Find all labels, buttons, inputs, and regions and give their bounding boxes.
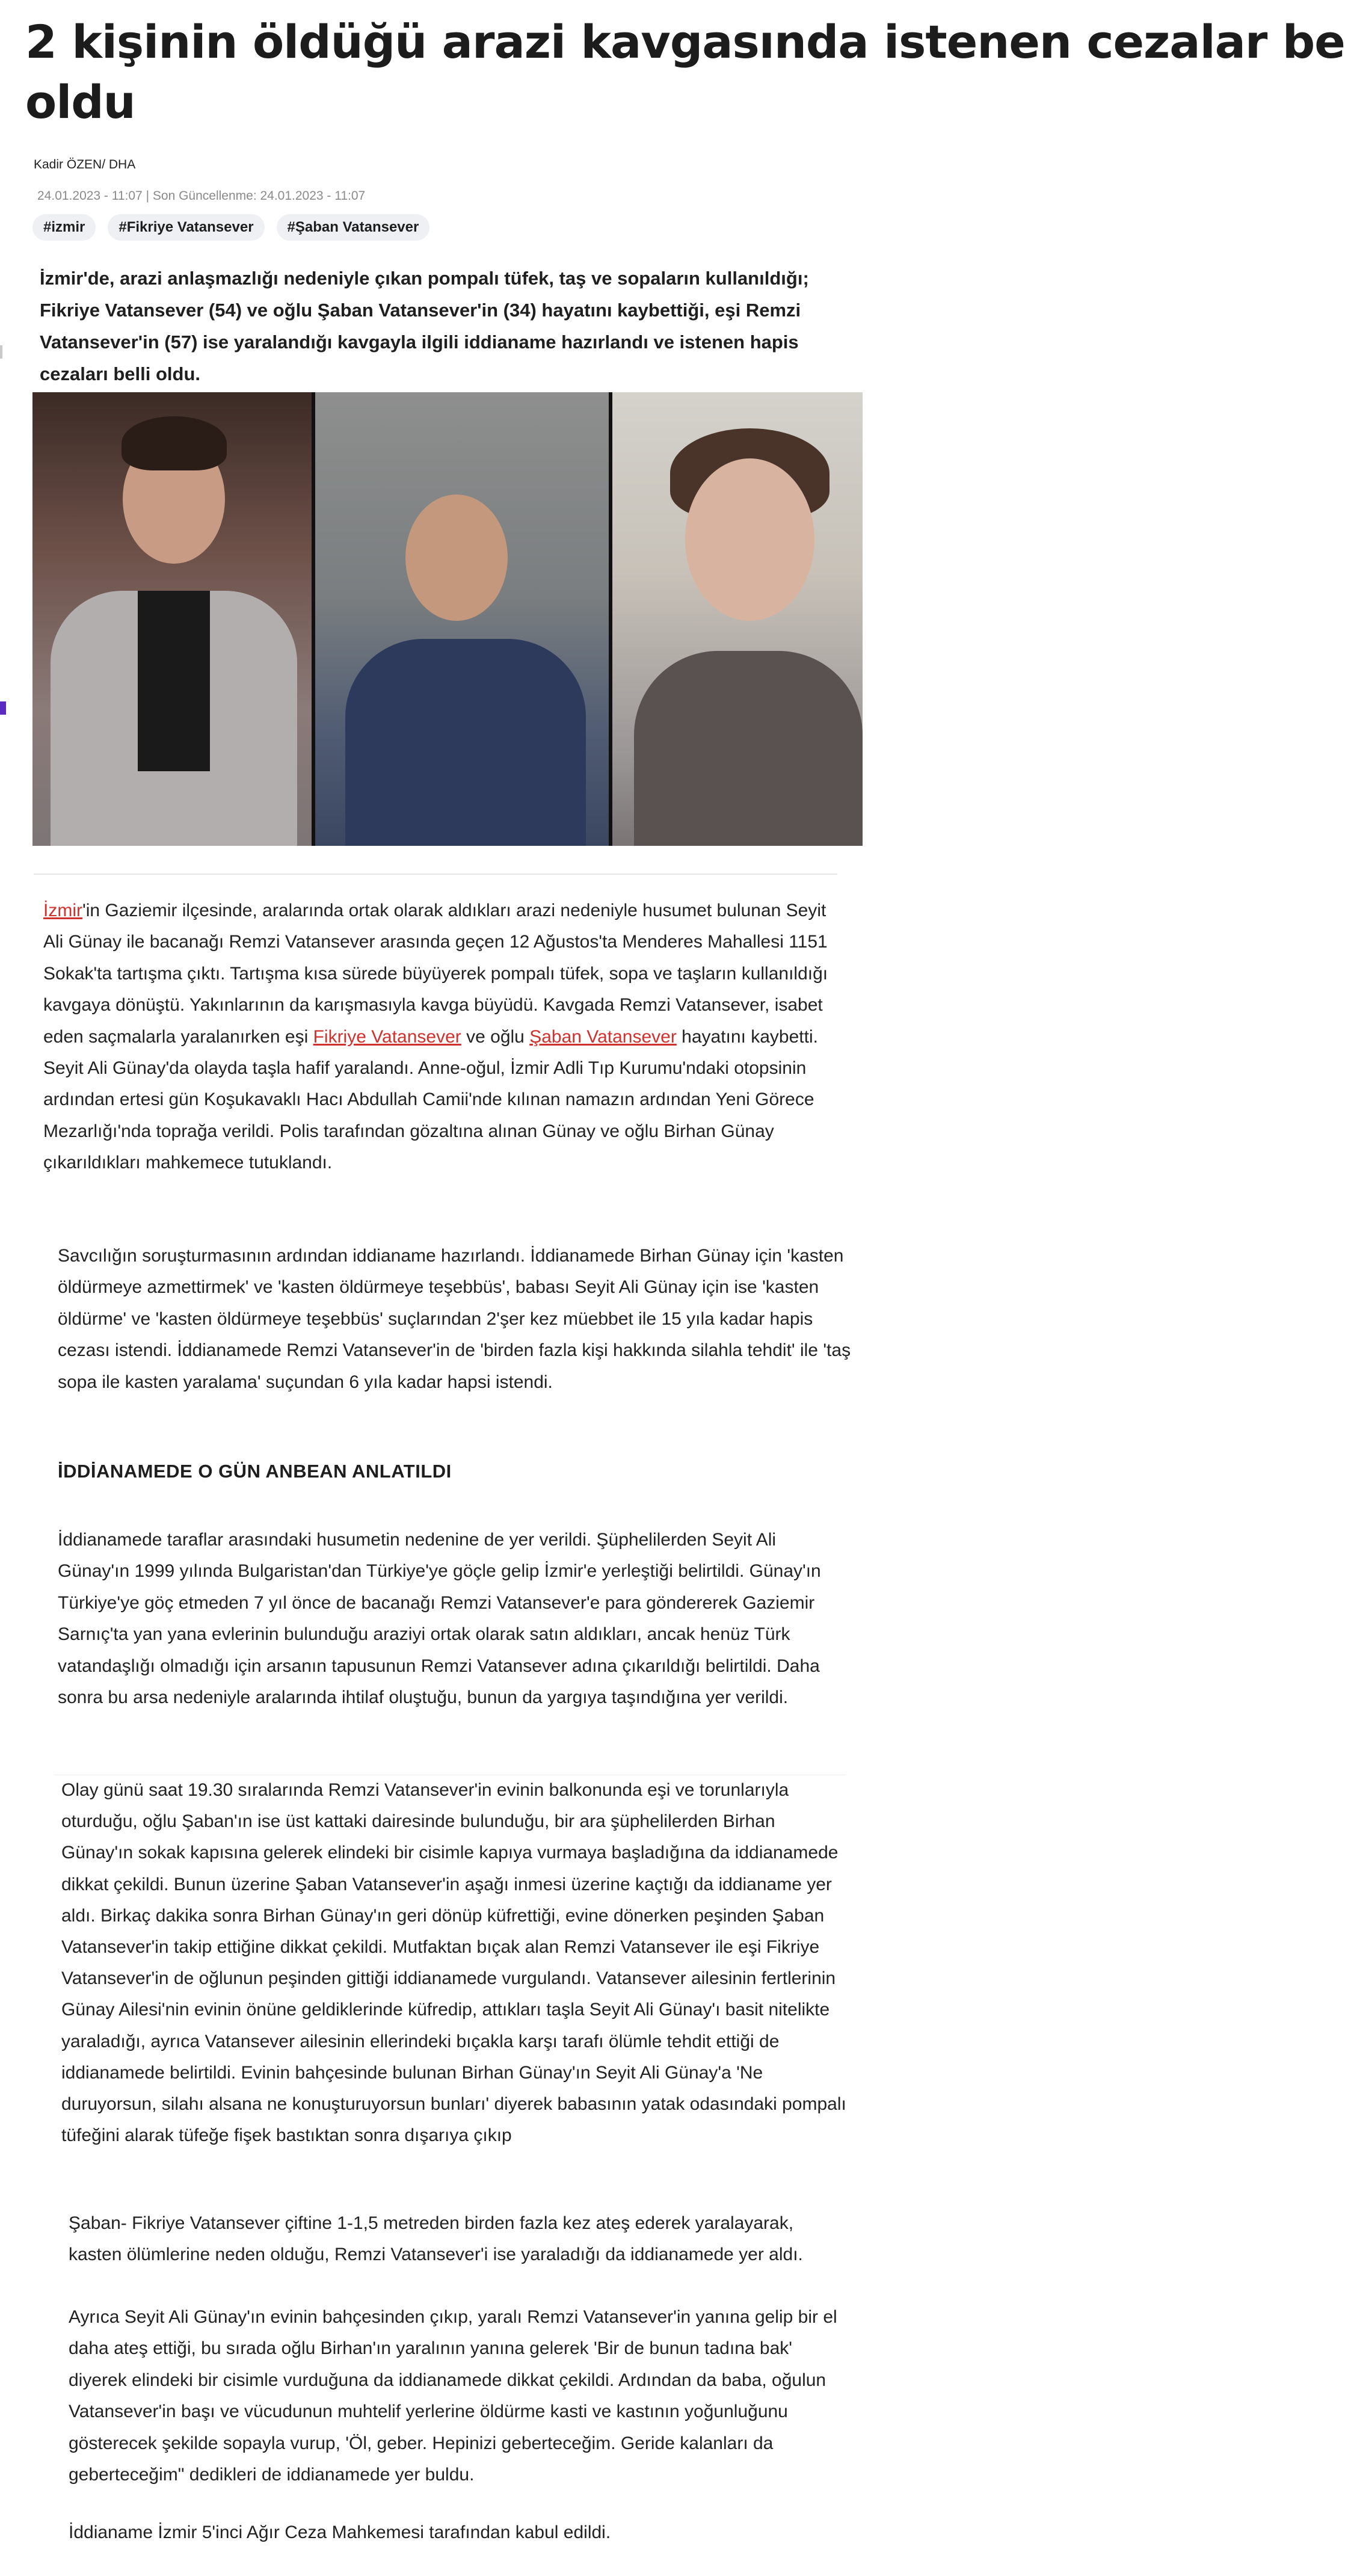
link-fikriye-vatansever[interactable]: Fikriye Vatansever (313, 1026, 461, 1047)
body-paragraph-6: Ayrıca Seyit Ali Günay'ın evinin bahçesinden çıkıp, yaralı Remzi Vatansever'in yanına gelip bir el daha ateş ettiği, bu sırada oğlu Birhan'ın yaralının yanına gelerek 'Bir de bunun tadına bak' diyerek elindeki bir cisimle vurduğuna da iddianamede dikkat çekildi. Ardından da baba, oğulun Vatansever'in başı ve vücudunun muhtelif yerlerine öldürme kasti ve kastının yoğunluğunu gösterecek şekilde sopayla vurup, 'Öl, geber. Hepinizi geberteceğim. Geride kalanları da geberteceğim" dedikleri de iddianamede yer buldu. (69, 2307, 837, 2485)
author-byline: Kadir ÖZEN/ DHA (34, 158, 136, 171)
photo-divider (312, 392, 315, 846)
headline-line-1: 2 kişinin öldüğü arazi kavgasında istenen cezalar be (25, 15, 1345, 69)
article-headline (25, 12, 1345, 132)
body-paragraph-5: Şaban- Fikriye Vatansever çiftine 1-1,5 metreden birden fazla kez ateş ederek yaralayarak, kasten ölümlerine neden olduğu, Remzi Vatansever'i ise yaraladığı da iddianamede yer aldı. (69, 2213, 803, 2265)
link-saban-vatansever[interactable]: Şaban Vatansever (529, 1026, 677, 1047)
paragraph-text: hayatını kaybetti. Seyit Ali Günay'da olayda taşla hafif yaralandı. Anne-oğul, İzmir Adli Tıp Kurumu'ndaki otopsinin ardından ertesi gün Koşukavaklı Hacı Abdullah Camii'nde kılınan namazın ardından Yeni Görece Mezarlığı'nda toprağa verildi. Polis tarafından gözaltına alınan Günay ve oğlu Birhan Günay çıkarıldıkları mahkemece tutuklandı. (43, 1026, 818, 1173)
tag-izmir[interactable]: #izmir (32, 214, 96, 241)
headline-line-2: oldu (25, 75, 135, 129)
body-paragraph-7: İddianame İzmir 5'inci Ağır Ceza Mahkemesi tarafından kabul edildi. (69, 2522, 611, 2542)
publish-dates: 24.01.2023 - 11:07 | Son Güncellenme: 24.01.2023 - 11:07 (37, 189, 366, 203)
photo-figure-head (405, 495, 508, 621)
tag-saban-vatansever[interactable]: #Şaban Vatansever (277, 214, 430, 241)
body-paragraph-2: Savcılığın soruşturmasının ardından iddianame hazırlandı. İddianamede Birhan Günay için 'kasten öldürmeye azmettirmek' ve 'kasten öldürmeye teşebbüs', babası Seyit Ali Günay için ise 'kasten öldürme' ve 'kasten öldürmeye teşebbüs' suçlarından 2'şer kez müebbet ile 15 yıla kadar hapis cezası istendi. İddianamede Remzi Vatansever'in de 'birden fazla kişi hakkında silahla tehdit' ile 'taş sopa ile kasten yaralama' suçundan 6 yıla kadar hapsi istendi. (58, 1246, 851, 1392)
paragraph-text: 'in Gaziemir ilçesinde, aralarında ortak olarak aldıkları arazi nedeniyle husumet bulunan Seyit Ali Günay ile bacanağı Remzi Vatansever arasında geçen 12 Ağustos'ta Menderes Mahallesi 1151 Sokak'ta tartışma çıktı. Tartışma kısa sürede büyüyerek pompalı tüfek, sopa ve taşların kullanıldığı kavgaya dönüştü. Yakınlarının da karışmasıyla kavga büyüdü. Kavgada Remzi Vatansever, isabet eden saçmalarla yaralanırken eşi (43, 901, 828, 1047)
photo-divider (609, 392, 612, 846)
section-subheading: İDDİANAMEDE O GÜN ANBEAN ANLATILDI (58, 1461, 452, 1482)
article-summary: İzmir'de, arazi anlaşmazlığı nedeniyle çıkan pompalı tüfek, taş ve sopaların kullanıldığı; Fikriye Vatansever (54) ve oğlu Şaban Vatansever'in (34) hayatını kaybettiği, eşi Remzi Vatansever'in (57) ise yaralandığı kavgayla ilgili iddianame hazırlandı ve istenen hapis cezaları belli oldu. (40, 268, 809, 384)
body-paragraph-3: İddianamede taraflar arasındaki husumetin nedenine de yer verildi. Şüphelilerden Seyit Ali Günay'ın 1999 yılında Bulgaristan'dan Türkiye'ye göçle gelip İzmir'e yerleştiği belirtildi. Günay'ın Türkiye'ye göç etmeden 7 yıl önce de bacanağı Remzi Vatansever'e para göndererek Gaziemir Sarnıç'ta yan yana evlerinin bulunduğu araziyi ortak olarak satın aldıkları, ancak henüz Türk vatandaşlığı olmadığı için arsanın tapusunun Remzi Vatansever adına çıkarıldığı belirtildi. Daha sonra bu arsa nedeniyle aralarında ihtilaf oluştuğu, bunun da yargıya taşındığına yer verildi. (58, 1530, 821, 1708)
section-divider (34, 874, 837, 875)
tag-fikriye-vatansever[interactable]: #Fikriye Vatansever (108, 214, 264, 241)
paragraph-text: ve oğlu (461, 1026, 530, 1047)
edge-marker-purple (0, 701, 6, 715)
photo-figure-shirt (138, 591, 210, 771)
edge-marker (0, 345, 2, 359)
photo-figure-body (634, 651, 863, 846)
photo-figure-hair (122, 416, 227, 470)
body-paragraph-4: Olay günü saat 19.30 sıralarında Remzi Vatansever'in evinin balkonunda eşi ve torunlarıyla oturduğu, oğlu Şaban'ın ise üst kattaki dairesinde bulunduğu, bir ara şüphelilerden Birhan Günay'ın sokak kapısına gelerek elindeki bir cisimle kapıya vurmaya başladığına da iddianamede dikkat çekildi. Bunun üzerine Şaban Vatansever'in aşağı inmesi üzerine kaçtığı da iddianame yer aldı. Birkaç dakika sonra Birhan Günay'ın geri dönüp küfrettiği, evine dönerken peşinden Şaban Vatansever'in takip ettiğine dikkat çekildi. Mutfaktan bıçak alan Remzi Vatansever ile eşi Fikriye Vatansever'in de oğlunun peşinden gittiği iddianamede vurgulandı. Vatansever ailesinin fertlerinin Günay Ailesi'nin evinin önüne geldiklerinde küfredip, attıkları taşla Seyit Ali Günay'ı basit nitelikte yaraladığı, ayrıca Vatansever ailesinin ellerindeki bıçakla karşı tarafı ölümle tehdit ettiği de iddianamede belirtildi. Evinin bahçesinde bulunan Birhan Günay'ın Seyit Ali Günay'a 'Ne duruyorsun, silahı alsana ne konuşturuyorsun bunları' diyerek babasının yatak odasındaki pompalı tüfeğini alarak tüfeğe fişek bastıktan sonra dışarıya çıkıp (61, 1780, 846, 2146)
photo-figure-body (345, 639, 586, 846)
link-izmir[interactable]: İzmir (43, 901, 82, 920)
body-paragraph-1 (43, 895, 843, 1179)
news-photo-collage-icon (32, 392, 863, 846)
tag-list (32, 214, 429, 241)
photo-figure-head (685, 458, 814, 621)
